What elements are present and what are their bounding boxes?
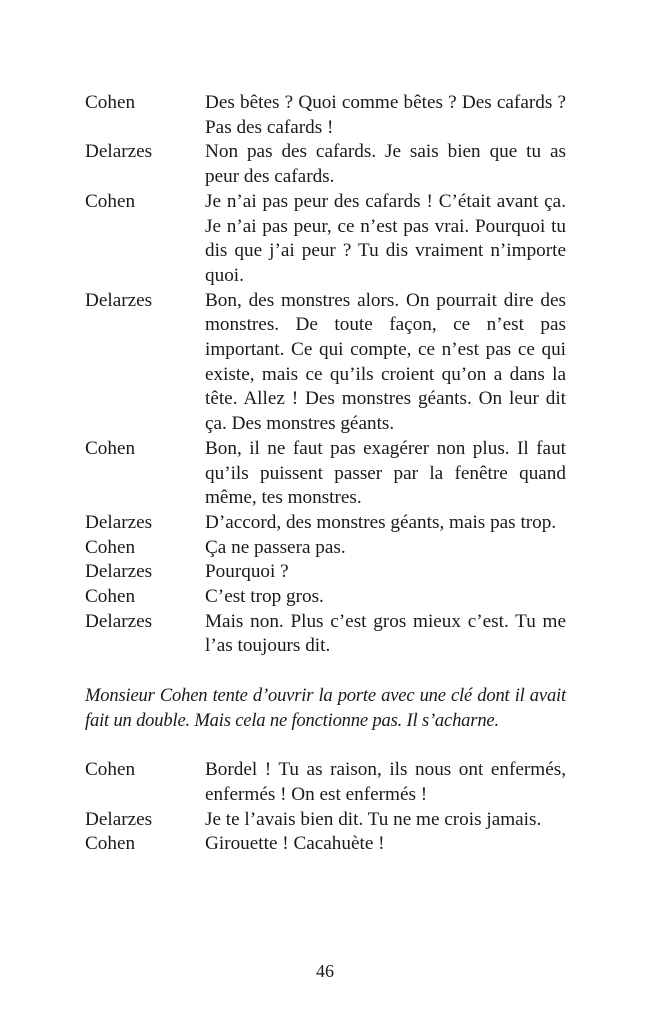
- dialogue-line: [85, 560, 566, 585]
- speech-text: Girouette ! Cacahuète !: [205, 833, 385, 855]
- speaker-name: Cohen: [85, 536, 136, 558]
- speech-text: Pourquoi ?: [205, 561, 289, 583]
- speech-text: Bon, il ne faut pas exagérer non plus. Il faut qu’ils puissent passer par la fenêtre quand même, tes monstres.: [205, 437, 566, 509]
- speech-text: Mais non. Plus c’est gros mieux c’est. Tu me l’as toujours dit.: [205, 610, 566, 657]
- dialogue-block-2: [85, 758, 566, 857]
- page-number: 46: [316, 961, 334, 981]
- dialogue-line: [85, 140, 566, 189]
- speech-text: C’est trop gros.: [205, 586, 324, 608]
- speech-text: Des bêtes ? Quoi comme bêtes ? Des cafards ? Pas des cafards !: [205, 92, 566, 138]
- speaker-name: Delarzes: [85, 289, 153, 311]
- speaker-name: Delarzes: [85, 610, 153, 632]
- dialogue-block-1: [85, 91, 566, 659]
- speaker-name: Delarzes: [85, 808, 153, 830]
- dialogue-line: [85, 511, 566, 536]
- speaker-name: Delarzes: [85, 561, 153, 583]
- speaker-name: Delarzes: [85, 141, 153, 163]
- dialogue-line: [85, 190, 566, 289]
- speaker-name: Cohen: [85, 190, 136, 212]
- speaker-name: Cohen: [85, 437, 136, 459]
- speech-text: Bordel ! Tu as raison, ils nous ont enfermés, enfermés ! On est enfermés !: [205, 759, 566, 805]
- speech-text: Je n’ai pas peur des cafards ! C’était avant ça. Je n’ai pas peur, ce n’est pas vrai. Pourquoi tu dis que j’ai peur ? Tu dis vraiment n’importe quoi.: [205, 190, 566, 286]
- speaker-name: Cohen: [85, 833, 136, 855]
- speaker-name: Cohen: [85, 759, 136, 781]
- dialogue-line: [85, 437, 566, 511]
- dialogue-line: [85, 610, 566, 659]
- book-page: [85, 91, 566, 857]
- speaker-name: Delarzes: [85, 511, 153, 533]
- speech-text: Ça ne passera pas.: [205, 536, 346, 558]
- dialogue-line: [85, 536, 566, 561]
- speaker-name: Cohen: [85, 92, 136, 113]
- dialogue-line: [85, 289, 566, 437]
- speech-text: Bon, des monstres alors. On pourrait dire des monstres. De toute façon, ce n’est pas important. Ce qui compte, ce n’est pas ce qui existe, mais ce qu’ils croient qu’on a dans la tête. Allez ! Des monstres géants. On leur dit ça. Des monstres géants.: [205, 289, 566, 435]
- speech-text: Non pas des cafards. Je sais bien que tu as peur des cafards.: [205, 141, 566, 188]
- dialogue-line: [85, 758, 566, 807]
- dialogue-line: [85, 808, 566, 833]
- speaker-name: Cohen: [85, 586, 136, 608]
- dialogue-line: [85, 91, 566, 140]
- dialogue-line: [85, 585, 566, 610]
- dialogue-line: [85, 832, 566, 857]
- stage-direction: Monsieur Cohen tente d’ouvrir la porte avec une clé dont il avait fait un double. Mais cela ne fonctionne pas. Il s’acharne.: [85, 685, 566, 732]
- speech-text: Je te l’avais bien dit. Tu ne me crois jamais.: [205, 808, 542, 830]
- speech-text: D’accord, des monstres géants, mais pas trop.: [205, 511, 557, 533]
